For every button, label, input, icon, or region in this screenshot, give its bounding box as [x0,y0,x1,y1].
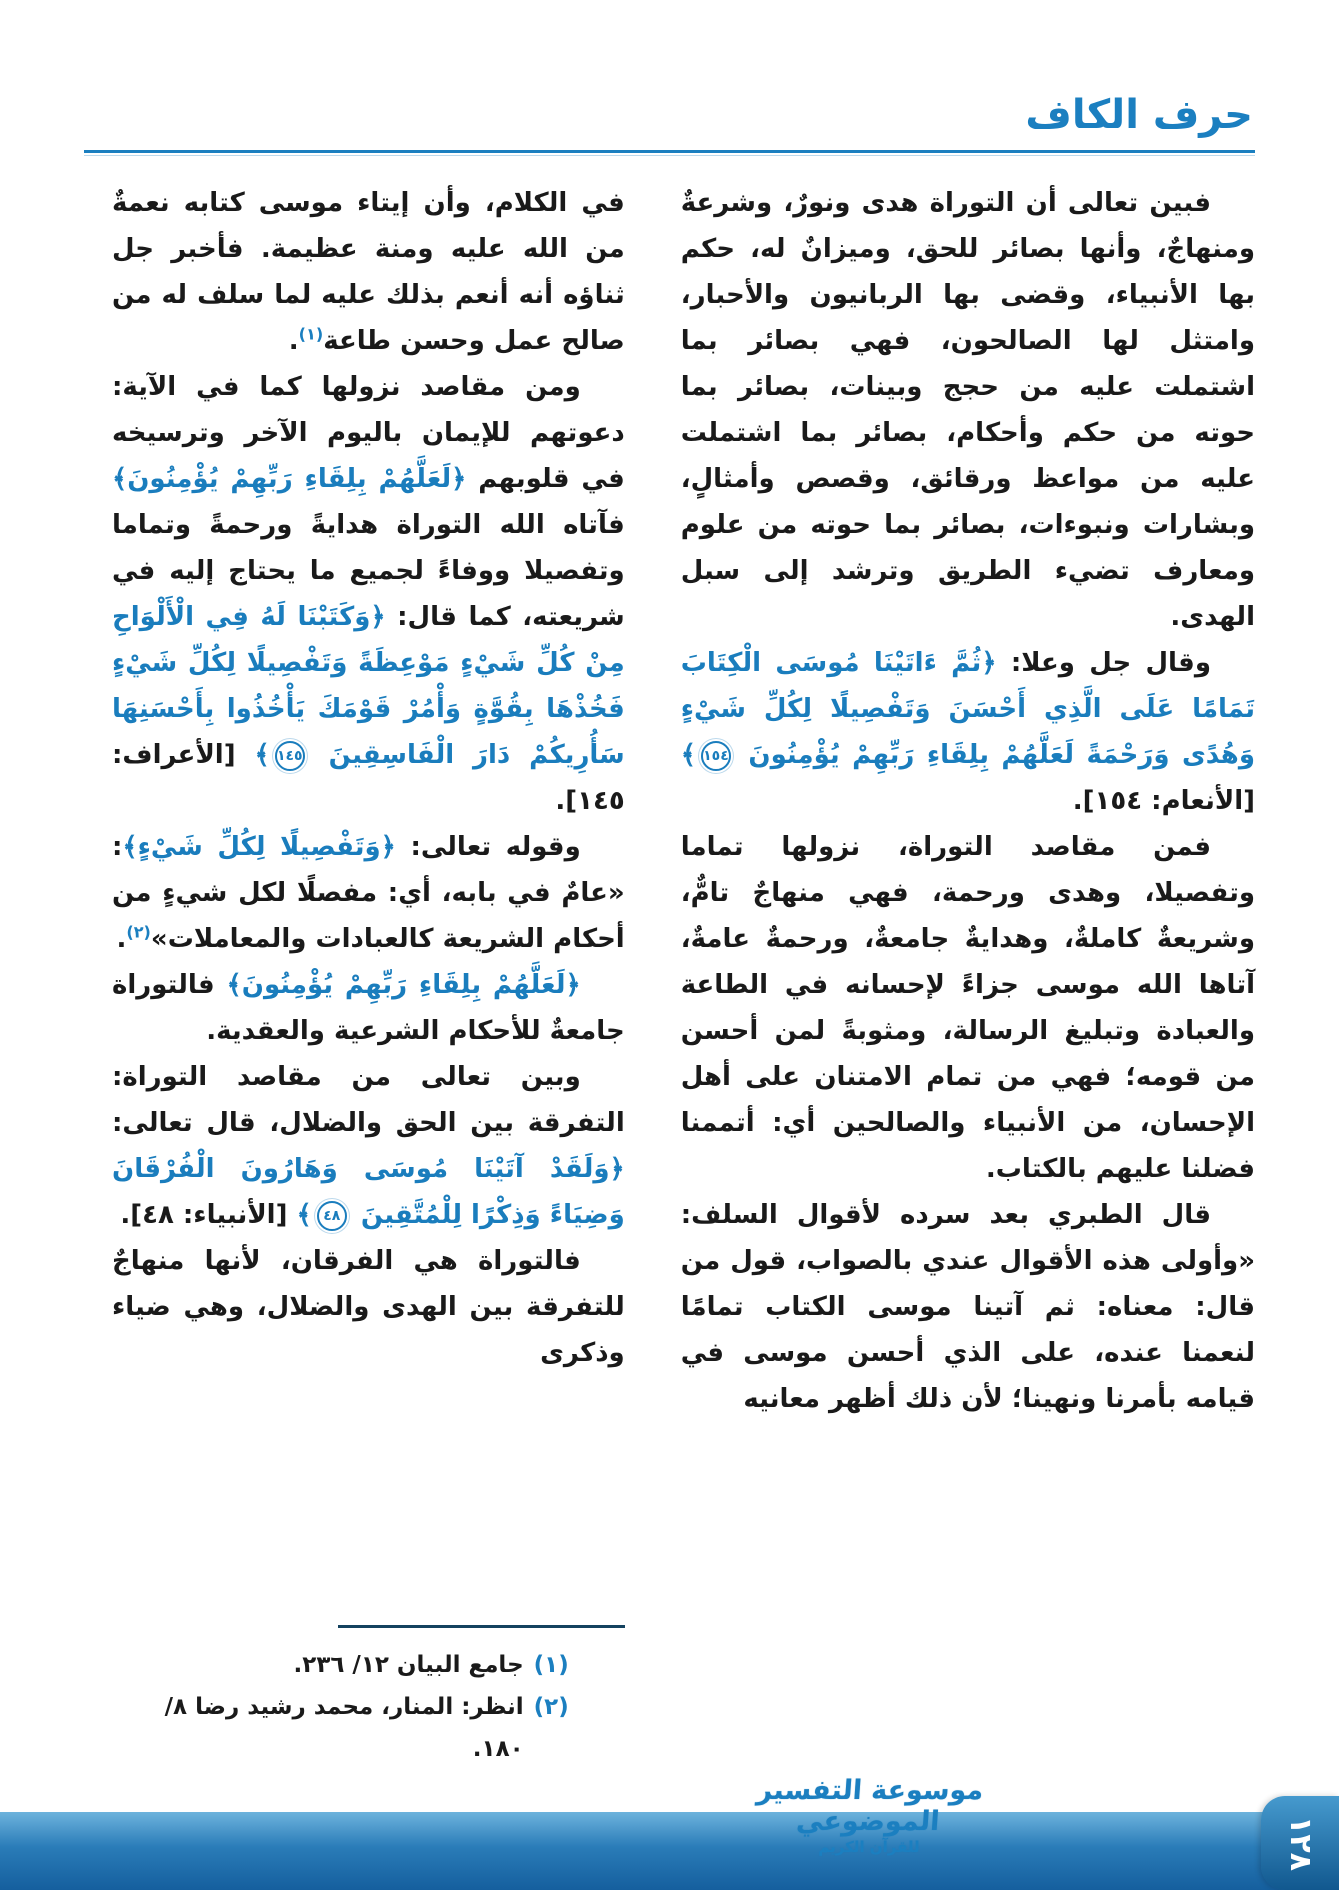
footnote-text: انظر: المنار، محمد رشيد رضا ٨/ ١٨٠. [164,1694,524,1762]
paragraph [681,180,1255,640]
footnote-ref: (٢) [126,922,151,942]
body-text: وقوله تعالى: [395,832,581,862]
two-column-text [112,180,1255,1770]
body-text: قال الطبري بعد سرده لأقوال السلف: «وأولى هذه الأقوال عندي بالصواب، قول من قال: معناه: ثم آتينا موسى الكتاب تمامًا لنعمنا عنده، على الذي أحسن موسى في قيامه بأمرنا ونهينا؛ لأن ذلك أظهر معانيه [680,1200,1255,1414]
header-divider [84,150,1255,153]
paragraph [112,1238,625,1376]
paragraph [112,962,625,1054]
footnote-separator [338,1625,625,1628]
footnote-ref: (١) [298,324,324,344]
ayah-number: ٤٨ [317,1201,347,1231]
paragraph [112,180,625,364]
footnote-row [112,1686,625,1770]
body-text: ومن مقاصد نزولها كما في الآية: دعوتهم للإيمان باليوم الآخر وترسيخه في قلوبهم [112,372,625,494]
quran-quote: ﴾ [680,740,696,770]
ayah-number: ١٥٤ [701,741,731,771]
quran-quote: ﴿وَتَفْصِيلًا لِكُلِّ شَيْءٍ﴾ [122,832,396,862]
publisher-logo-title: موسوعة التفسير الموضوعي [755,1774,985,1837]
page-number-badge [1261,1796,1339,1890]
footer-band [0,1812,1339,1890]
body-text: في الكلام، وأن إيتاء موسى كتابه نعمةٌ من الله عليه ومنة عظيمة. فأخبر جل ثناؤه أنه أنعم بذلك عليه لما سلف له من صالح عمل وحسن طاعة [112,188,625,356]
ayah-number: ١٤٥ [275,741,305,771]
quran-quote: ﴾ [254,740,270,770]
footnote-row [112,1644,625,1686]
quran-quote: ﴿وَكَتَبْنَا لَهُ فِي الْأَلْوَاحِ مِنْ كُلِّ شَيْءٍ مَوْعِظَةً وَتَفْصِيلًا لِكُلِّ شَيْءٍ فَخُذْهَا بِقُوَّةٍ وَأْمُرْ قَوْمَكَ يَأْخُذُوا بِأَحْسَنِهَا سَأُرِيكُمْ دَارَ الْفَاسِقِينَ [112,602,625,770]
body-text: [الأنبياء: ٤٨]. [120,1200,297,1230]
column-left [112,180,625,1770]
paragraph [112,364,625,824]
body-text: [الأعراف: ١٤٥]. [112,740,625,816]
body-text: وقال جل وعلا: [996,648,1211,678]
publisher-logo [739,1775,999,1856]
footnote-text: جامع البيان ١٢/ ٢٣٦. [293,1652,524,1678]
body-text: : «عامٌ في بابه، أي: مفصلًا لكل شيءٍ من أحكام الشريعة كالعبادات والمعاملات» [112,832,625,954]
body-text: فالتوراة جامعةٌ للأحكام الشرعية والعقدية. [112,970,625,1046]
column-right [681,180,1255,1770]
quran-quote: ﴿لَعَلَّهُمْ بِلِقَاءِ رَبِّهِمْ يُؤْمِنُونَ﴾ [226,970,581,1000]
body-text: فآتاه الله التوراة هدايةً ورحمةً وتماما وتفصيلا ووفاءً لجميع ما يحتاج إليه في شريعته، كما قال: [112,510,625,632]
quran-quote: ﴾ [296,1200,312,1230]
paragraph [112,1054,625,1238]
body-text: . [116,924,127,954]
body-text: فبين تعالى أن التوراة هدى ونورٌ، وشرعةٌ ومنهاجٌ، وأنها بصائر للحق، وميزانٌ له، حكم بها الأنبياء، وقضى بها الربانيون والأحبار، وامتثل لها الصالحون، فهي بصائر بما اشتملت عليه من حجج وبينات، بصائر بما حوته من حكم وأحكام، بصائر بما اشتملت عليه من مواعظ ورقائق، وقصص وأمثالٍ، وبشارات ونبوءات، بصائر بما حوته من علوم ومعارف تضيء الطريق وترشد إلى سبل الهدى. [680,188,1255,632]
body-text: فالتوراة هي الفرقان، لأنها منهاجٌ للتفرقة بين الهدى والضلال، وهي ضياء وذكرى [112,1246,625,1368]
body-text: فمن مقاصد التوراة، نزولها تماما وتفصيلا، وهدى ورحمة، فهي منهاجٌ تامٌّ، وشريعةٌ كاملةٌ، وهدايةٌ جامعةٌ، ورحمةٌ عامةٌ، آتاها الله موسى جزاءً لإحسانه في الطاعة والعبادة وتبليغ الرسالة، ومثوبةً لمن أحسن من قومه؛ فهي من تمام الامتنان على أهل الإحسان، من الأنبياء والصالحين أي: أتممنا فضلنا عليهم بالكتاب. [680,832,1255,1184]
footnotes-block [112,1615,625,1770]
body-text: [الأنعام: ١٥٤]. [1072,786,1255,816]
paragraph [112,824,625,962]
column-left-text [112,180,625,1376]
page-number: ١٢٨ [1282,1815,1318,1871]
body-text: وبين تعالى من مقاصد التوراة: التفرقة بين الحق والضلال، قال تعالى: [112,1062,625,1138]
footnote-number: (١) [533,1652,569,1678]
quran-quote: ﴿ثُمَّ ءَاتَيْنَا مُوسَى الْكِتَابَ تَمَامًا عَلَى الَّذِي أَحْسَنَ وَتَفْصِيلًا لِكُلِّ شَيْءٍ وَهُدًى وَرَحْمَةً لَعَلَّهُمْ بِلِقَاءِ رَبِّهِمْ يُؤْمِنُونَ [680,648,1255,770]
quran-quote: ﴿وَلَقَدْ آتَيْنَا مُوسَى وَهَارُونَ الْفُرْقَانَ وَضِيَاءً وَذِكْرًا لِلْمُتَّقِينَ [112,1154,625,1230]
publisher-logo-subtitle: للقرآن الكريم [818,1837,920,1856]
paragraph [681,824,1255,1192]
body-text: . [288,326,299,356]
quran-quote: ﴿لَعَلَّهُمْ بِلِقَاءِ رَبِّهِمْ يُؤْمِنُونَ﴾ [112,464,467,494]
chapter-heading: حرف الكاف [1025,92,1253,138]
paragraph [681,1192,1255,1422]
paragraph [681,640,1255,824]
footnote-number: (٢) [533,1694,569,1720]
